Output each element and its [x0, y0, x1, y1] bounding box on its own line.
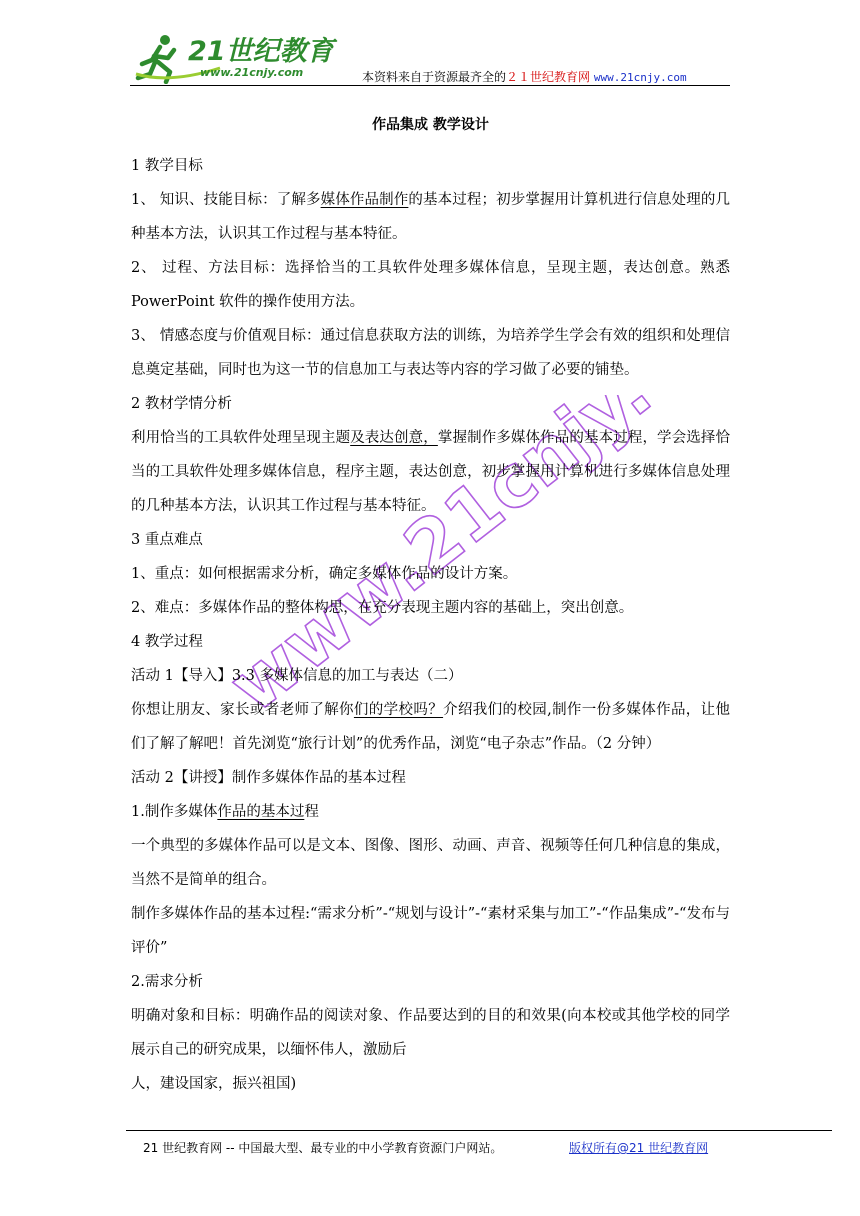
text-run: 介绍我们的校园,制作一份多媒体作品，让他们了解了解吧！首先浏览“旅行计划”的优秀作品，浏览“电子杂志”作品。（2 分钟） — [131, 702, 731, 752]
paragraph-list — [131, 149, 730, 1101]
paragraph — [131, 999, 730, 1067]
text-run: 1、重点：如何根据需求分析，确定多媒体作品的设计方案。 — [131, 566, 518, 582]
paragraph — [131, 761, 730, 795]
text-run: 1、 知识、技能目标：了解多 — [131, 192, 321, 208]
underlined-text: 作品的基本过 — [217, 804, 305, 820]
text-run: 你想让朋友、家长或者老师了解你 — [131, 702, 354, 718]
header-note-brand[interactable]: ２１世纪教育网 — [506, 70, 591, 84]
document-body — [131, 113, 730, 1101]
paragraph — [131, 183, 730, 251]
text-run: 3 重点难点 — [131, 532, 203, 548]
text-run: 2、 过程、方法目标：选择恰当的工具软件处理多媒体信息，呈现主题，表达创意。熟悉 PowerPoint 软件的操作使用方法。 — [131, 260, 730, 310]
paragraph — [131, 829, 730, 897]
header-note-url[interactable]: www.21cnjy.com — [593, 71, 687, 84]
text-run: 利用恰当的工具软件处理呈现主题 — [131, 430, 351, 446]
paragraph — [131, 965, 730, 999]
text-run: 2 教材学情分析 — [131, 396, 232, 412]
text-run: 活动 2【讲授】制作多媒体作品的基本过程 — [131, 770, 406, 786]
paragraph — [131, 591, 730, 625]
header-divider — [130, 85, 730, 86]
svg-text:www.21cnjy.com: www.21cnjy.com — [213, 395, 715, 729]
footer-copyright-link[interactable]: 版权所有@21 世纪教育网 — [569, 1141, 709, 1155]
document-title: 作品集成 教学设计 — [372, 117, 489, 133]
paragraph — [131, 557, 730, 591]
text-run: 活动 1【导入】3.3 多媒体信息的加工与表达（二） — [131, 668, 463, 684]
text-run: 3、 情感态度与价值观目标：通过信息获取方法的训练，为培养学生学会有效的组织和处理信息奠定基础，同时也为这一节的信息加工与表达等内容的学习做了必要的铺垫。 — [131, 328, 730, 378]
footer-divider — [126, 1130, 832, 1131]
paragraph — [131, 693, 730, 761]
paragraph — [131, 897, 730, 965]
text-run: 2.需求分析 — [131, 974, 203, 990]
svg-text:21世纪教育: 21世纪教育 — [188, 36, 334, 67]
paragraph — [131, 421, 730, 523]
text-run: 一个典型的多媒体作品可以是文本、图像、图形、动画、声音、视频等任何几种信息的集成，当然不是简单的组合。 — [131, 838, 730, 888]
paragraph — [131, 795, 730, 829]
paragraph — [131, 319, 730, 387]
header-note-prefix: 本资料来自于资源最齐全的 — [362, 70, 507, 84]
paragraph — [131, 149, 730, 183]
text-run: 的基本过程；初步掌握用计算机进行信息处理的几种基本方法，认识其工作过程与基本特征。 — [131, 192, 731, 242]
footer-text: 21 世纪教育网 -- 中国最大型、最专业的中小学教育资源门户网站。 — [143, 1141, 503, 1155]
text-run: 程 — [304, 804, 319, 820]
paragraph — [131, 659, 730, 693]
site-logo[interactable] — [130, 28, 345, 84]
text-run: 1 教学目标 — [131, 158, 203, 174]
paragraph — [131, 625, 730, 659]
page-header — [130, 28, 730, 86]
paragraph — [131, 387, 730, 421]
logo-graphic — [130, 28, 345, 84]
text-run: 4 教学过程 — [131, 634, 203, 650]
paragraph — [131, 251, 730, 319]
text-run: 掌握制作多媒体作品的基本过程，学会选择恰当的工具软件处理多媒体信息，程序主题，表达创意，初步掌握用计算机进行多媒体信息处理的几种基本方法，认识其工作过程与基本特征。 — [131, 430, 731, 514]
svg-text:www.21cnjy.com: www.21cnjy.com — [200, 66, 304, 79]
text-run: 人，建设国家，振兴祖国) — [131, 1076, 297, 1092]
text-run: 明确对象和目标：明确作品的阅读对象、作品要达到的目的和效果(向本校或其他学校的同学展示自己的研究成果，以缅怀伟人，激励后 — [131, 1008, 730, 1058]
text-run: 2、难点：多媒体作品的整体构思，在充分表现主题内容的基础上，突出创意。 — [131, 600, 634, 616]
paragraph — [131, 523, 730, 557]
text-run: 1.制作多媒体 — [131, 804, 218, 820]
text-run: 制作多媒体作品的基本过程:“需求分析”-“规划与设计”-“素材采集与加工”-“作品集成”-“发布与评价” — [131, 906, 730, 956]
underlined-text: 们的学校吗？ — [353, 702, 444, 718]
underlined-text: 及表达创意， — [350, 430, 438, 446]
paragraph — [131, 1067, 730, 1101]
underlined-text: 媒体作品制作 — [320, 192, 409, 208]
header-source-note — [362, 68, 687, 85]
